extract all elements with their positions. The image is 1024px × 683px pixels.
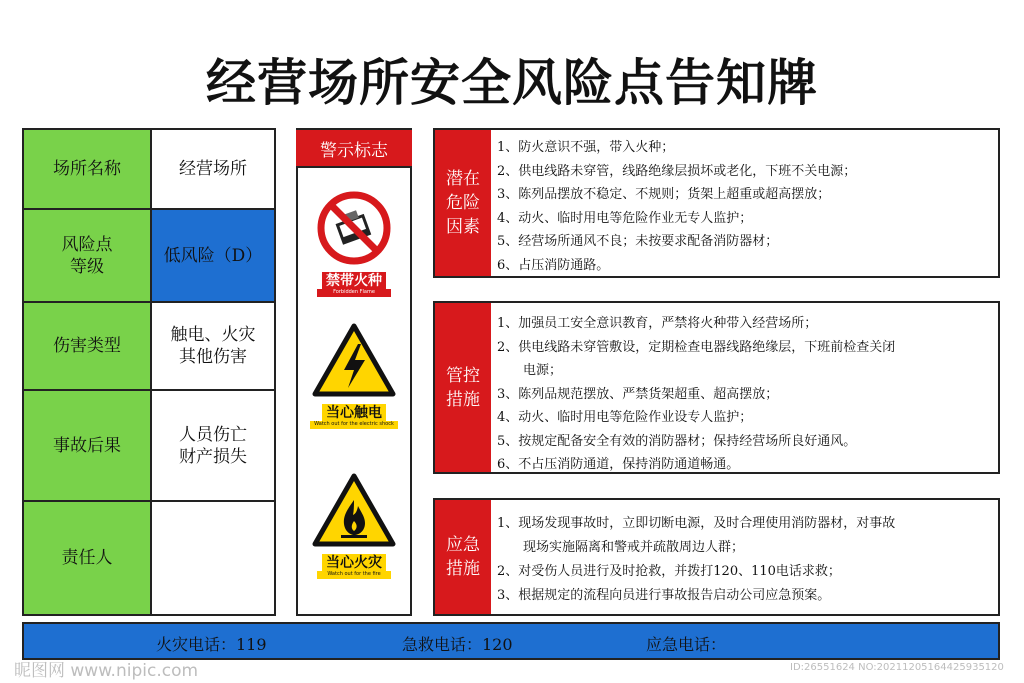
- list-item: 电源；: [523, 363, 563, 378]
- hazard-list: [497, 136, 992, 277]
- list-item: 6、占压消防通路。: [497, 257, 610, 273]
- section-title: 潜在 危险 因素: [435, 130, 491, 276]
- list-item: 3、陈列品摆放不稳定、不规则；货架上超重或超高摆放；: [497, 187, 831, 202]
- section-hazards: [433, 128, 1000, 278]
- section-emergency: [433, 498, 1000, 616]
- list-item: 2、对受伤人员进行及时抢救，并拨打120、110电话求救；: [497, 564, 841, 579]
- value-risk-level: [150, 208, 276, 303]
- section-title: 管控 措施: [435, 303, 491, 472]
- label-place-name: [22, 128, 152, 210]
- label-risk-level: [22, 208, 152, 303]
- list-item: 3、根据规定的流程向员进行事故报告启动公司应急预案。: [497, 588, 831, 603]
- emergency-list: [497, 512, 992, 608]
- label-responsible: [22, 500, 152, 616]
- sign-label: 当心触电: [322, 404, 386, 421]
- label-consequence: [22, 389, 152, 502]
- list-item: 6、不占压消防通道，保持消防通道畅通。: [497, 457, 740, 472]
- label-injury-type: [22, 301, 152, 391]
- sign-electric-shock: [308, 322, 400, 429]
- list-item: 2、供电线路未穿管敷设，定期检查电器线路绝缘层，下班前检查关闭: [497, 339, 896, 355]
- list-item: 3、陈列品规范摆放、严禁货架超重、超高摆放；: [497, 386, 779, 402]
- list-item: 2、供电线路未穿管，线路绝缘层损坏或老化，下班不关电源；: [497, 163, 857, 179]
- fire-warning-icon: [311, 472, 397, 548]
- electric-shock-icon: [311, 322, 397, 398]
- sign-sublabel: Watch out for the fire: [317, 571, 391, 579]
- warning-sign-header: 警示标志: [296, 130, 412, 168]
- list-item: 5、按规定配备安全有效的消防器材；保持经营场所良好通风。: [497, 433, 857, 449]
- list-item: 1、加强员工安全意识教育，严禁将火种带入经营场所；: [497, 316, 818, 331]
- sign-sublabel: Forbidden Flame: [317, 289, 391, 297]
- value-consequence: [150, 389, 276, 502]
- section-title: 应急 措施: [435, 500, 491, 614]
- value-injury-type: [150, 301, 276, 391]
- page-title: 经营场所安全风险点告知牌: [206, 54, 818, 112]
- aid-phone: 急救电话：120: [402, 635, 513, 654]
- list-item: 1、防火意识不强，带入火种；: [497, 140, 675, 155]
- sign-sublabel: Watch out for the electric shock: [310, 421, 398, 429]
- sign-no-fire: [308, 190, 400, 297]
- list-item: 5、经营场所通风不良；未按要求配备消防器材；: [497, 234, 779, 249]
- no-fire-icon: [316, 190, 392, 266]
- label-text: 伤害类型: [53, 336, 121, 356]
- value-text: 人员伤亡 财产损失: [179, 424, 247, 467]
- label-text: 责任人: [61, 548, 113, 568]
- value-text: 触电、火灾 其他伤害: [170, 325, 256, 367]
- value-place-name: [150, 128, 276, 210]
- phone-footer: [22, 622, 1000, 660]
- sign-label: 当心火灾: [322, 554, 386, 571]
- list-item: 1、现场发现事故时，立即切断电源，及时合理使用消防器材，对事故: [497, 516, 896, 531]
- label-text: 场所名称: [53, 159, 121, 179]
- watermark-left: 昵图网 www.nipic.com: [14, 661, 199, 681]
- fire-phone: 火灾电话：119: [156, 635, 267, 654]
- value-text: 经营场所: [179, 159, 247, 179]
- value-responsible: [150, 500, 276, 616]
- watermark-right: ID:26551624 NO:20211205164425935120: [790, 662, 1004, 673]
- list-item: 现场实施隔离和警戒并疏散周边人群；: [523, 540, 745, 555]
- sign-fire: [308, 472, 400, 579]
- control-list: [497, 312, 992, 477]
- emergency-phone: 应急电话：: [646, 635, 727, 654]
- list-item: 4、动火、临时用电等危险作业设专人监护；: [497, 410, 753, 425]
- label-text: 事故后果: [53, 435, 121, 456]
- section-controls: [433, 301, 1000, 474]
- sign-label: 禁带火种: [322, 272, 386, 289]
- label-text: 风险点 等级: [61, 234, 113, 277]
- list-item: 4、动火、临时用电等危险作业无专人监护；: [497, 210, 753, 226]
- value-text: 低风险（D）: [163, 245, 263, 266]
